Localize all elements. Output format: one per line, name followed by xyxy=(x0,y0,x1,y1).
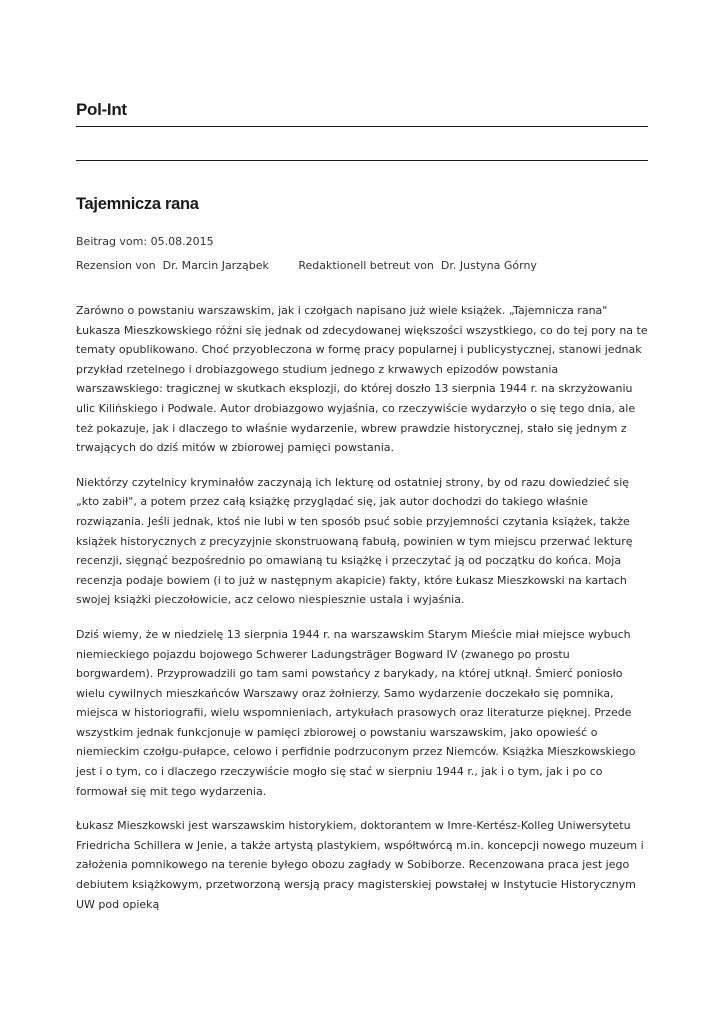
article-body xyxy=(76,301,648,929)
review-label: Rezension von xyxy=(76,259,156,272)
article-title: Tajemnicza rana xyxy=(76,195,199,213)
publication-date xyxy=(76,235,214,248)
header-divider xyxy=(76,126,648,127)
article-paragraph: Dziś wiemy, że w niedzielę 13 sierpnia 1944 r. na warszawskim Starym Mieście miał miejsce wybuch niemieckiego pojazdu bojowego Schwerer Ladungsträger Bogward IV (zwanego po prostu borgwardem). Przyprowadzili go tam sami powstańcy z barykady, na której utknął. Śmierć poniosło wielu cywilnych mieszkańców Warszawy oraz żołnierzy. Samo wydarzenie doczekało się pomnika, miejsca w historiografii, wielu wspomnieniach, artykułach prasowych oraz literaturze pięknej. Przede wszystkim jednak funkcjonuje w pamięci zbiorowej o powstaniu warszawskim, jako opowieść o niemieckim czołgu-pułapce, celowo i perfidnie podrzuconym przez Niemców. Książka Mieszkowskiego jest i o tym, co i dlaczego rzeczywiście mogło się stać w sierpniu 1944 r., jak i o tym, jak i po co formował się mit tego wydarzenia. xyxy=(76,627,636,798)
editor-name[interactable]: Dr. Justyna Górny xyxy=(440,259,537,272)
credits-line xyxy=(76,259,537,272)
site-title[interactable]: Pol-Int xyxy=(76,100,127,119)
article-paragraph: Łukasz Mieszkowski jest warszawskim historykiem, doktorantem w Imre-Kertész-Kolleg Uniwersytetu Friedricha Schillera w Jenie, a także artystą plastykiem, współtwórcą m.in. koncepcji nowego muzeum i założenia pomnikowego na terenie byłego obozu zagłady w Sobiborze. Recenzowana praca jest jego debiutem książkowym, przetworzoną wersją pracy magisterskiej powstałej w Instytucie Historycznym UW pod opieką xyxy=(76,819,644,911)
date-label: Beitrag vom: xyxy=(76,235,148,248)
article-paragraph: Zarówno o powstaniu warszawskim, jak i czołgach napisano już wiele książek. „Tajemnicza rana" Łukasza Mieszkowskiego różni się jednak od zdecydowanej większości wszystkiego, co do tej pory na te tematy opublikowano. Choć przyobleczona w formę pracy popularnej i publicystycznej, stanowi jednak przykład rzetelnego i drobiazgowego studium jednego z krwawych epizodów powstania warszawskiego: tragicznej w skutkach eksplozji, do której doszło 13 sierpnia 1944 r. na skrzyżowaniu ulic Kilińskiego i Podwale. Autor drobiazgowo wyjaśnia, co rzeczywiście wydarzyło o się tego dnia, ale też pokazuje, jak i dlaczego to właśnie wydarzenie, wbrew prawdzie historycznej, stało się jednym z trwających do dziś mitów w zbiorowej pamięci powstania. xyxy=(76,304,648,455)
reviewer-name[interactable]: Dr. Marcin Jarząbek xyxy=(162,259,269,272)
article-paragraph: Niektórzy czytelnicy kryminałów zaczynają ich lekturę od ostatniej strony, by od razu dowiedzieć się „kto zabił", a potem przez całą książkę przyglądać się, jak autor dochodzi do takiego właśnie rozwiązania. Jeśli jednak, ktoś nie lubi w ten sposób psuć sobie przyjemności czytania książek, także książek historycznych z precyzyjnie skonstruowaną fabułą, powinien w tym miejscu przerwać lekturę recenzji, sięgnąć bezpośrednio po omawianą tu książkę i przeczytać ją od początku do końca. Moja recenzja podaje bowiem (i to już w następnym akapicie) fakty, które Łukasz Mieszkowski na kartach swojej książki pieczołowicie, acz celowo niespiesznie ustala i wyjaśnia. xyxy=(76,475,633,607)
date-value: 05.08.2015 xyxy=(150,235,214,248)
title-divider xyxy=(76,160,648,161)
editor-label: Redaktionell betreut von xyxy=(298,259,434,272)
